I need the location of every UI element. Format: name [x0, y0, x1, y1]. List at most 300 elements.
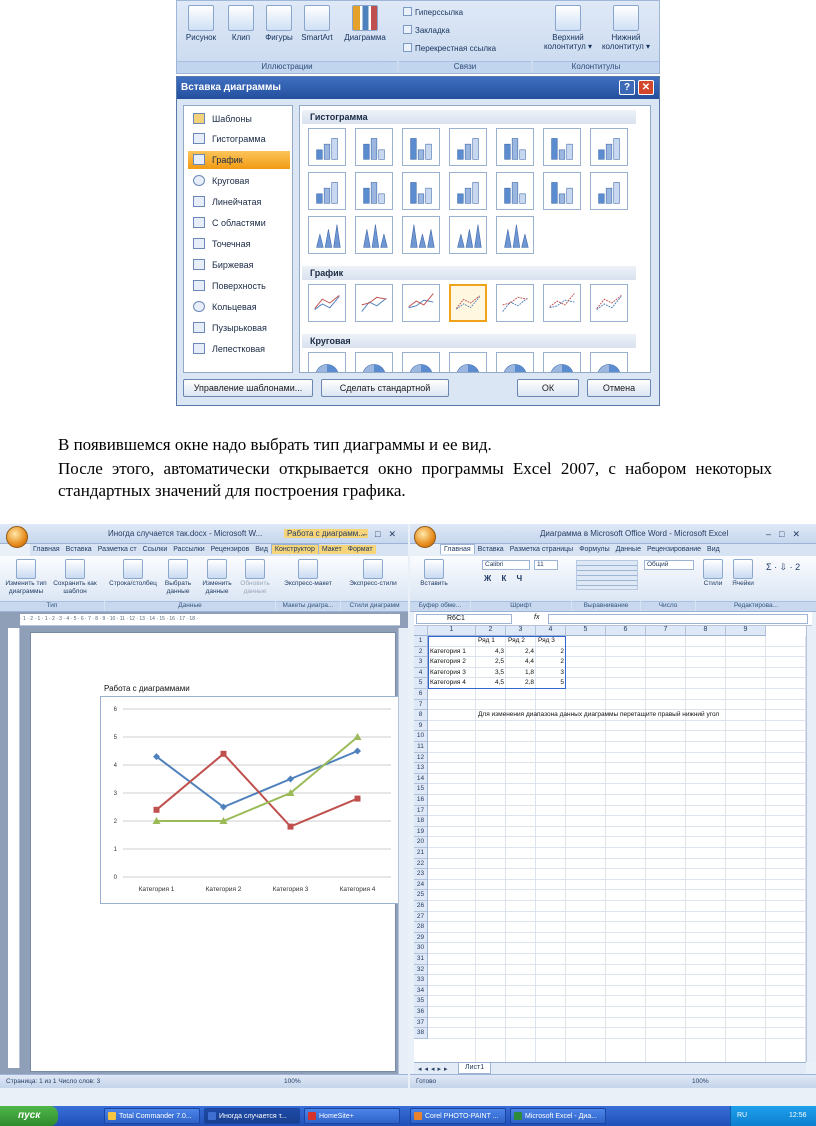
- manage-templates-button[interactable]: Управление шаблонами...: [183, 379, 313, 397]
- word-tab-mailings[interactable]: Рассылки: [173, 546, 205, 553]
- data-range-outline[interactable]: [428, 636, 566, 689]
- x-tick-label: Категория 1: [138, 886, 175, 893]
- excel-tab-review[interactable]: Рецензирование: [646, 546, 702, 553]
- row-header[interactable]: 30: [414, 943, 428, 954]
- row-header[interactable]: 17: [414, 806, 428, 817]
- word-window-controls[interactable]: –□✕: [362, 529, 404, 539]
- cancel-button[interactable]: Отмена: [587, 379, 651, 397]
- excel-worksheet[interactable]: [414, 626, 806, 1062]
- homesite-icon: [308, 1112, 316, 1120]
- column-subtype-6[interactable]: [543, 128, 581, 166]
- quick-styles-icon: [363, 559, 383, 579]
- ok-button[interactable]: ОК: [517, 379, 579, 397]
- chart-category-list: [183, 105, 293, 373]
- section-column: Гистограмма: [302, 110, 636, 124]
- row-header[interactable]: 27: [414, 912, 428, 923]
- illustrations-group-label: Иллюстрации: [177, 61, 397, 73]
- picture-icon: [188, 5, 214, 31]
- font-name-box[interactable]: Calibri: [482, 560, 530, 570]
- paste-button[interactable]: Вставить: [414, 559, 454, 588]
- headers-group-label: Колонтитулы: [533, 61, 659, 73]
- grid-line: [428, 826, 806, 827]
- column-header[interactable]: 7: [646, 626, 686, 636]
- column-subtype-5[interactable]: [496, 172, 534, 210]
- grid-line: [765, 636, 766, 1062]
- excel-tab-page-layout[interactable]: Разметка страницы: [509, 546, 574, 553]
- category-templates[interactable]: Шаблоны: [188, 110, 290, 128]
- line-subtype-4[interactable]: [449, 284, 487, 322]
- close-button[interactable]: ✕: [638, 80, 654, 95]
- column-header[interactable]: 1: [428, 626, 476, 636]
- table-header-cell[interactable]: Ряд 3: [538, 637, 555, 644]
- dialog-title-bar: [177, 77, 659, 99]
- excel-sheet-tabs: [414, 1062, 806, 1074]
- word-status-bar: [0, 1074, 408, 1088]
- category-bubble[interactable]: Пузырьковая: [188, 319, 290, 337]
- word-vertical-scrollbar[interactable]: [398, 628, 408, 1074]
- office-button-word[interactable]: [6, 526, 28, 548]
- grid-line: [428, 752, 806, 753]
- category-radar[interactable]: Лепестковая: [188, 340, 290, 358]
- grid-line: [428, 868, 806, 869]
- word-tab-insert[interactable]: Вставка: [65, 546, 92, 553]
- word-tab-layout[interactable]: Разметка ст: [97, 546, 137, 553]
- corel-icon: [414, 1112, 422, 1120]
- pie-subtype-3[interactable]: [402, 352, 440, 373]
- row-header[interactable]: 26: [414, 901, 428, 912]
- row-header[interactable]: 11: [414, 742, 428, 753]
- y-tick-label: 5: [113, 735, 117, 741]
- name-box[interactable]: R6C1: [416, 614, 512, 624]
- table-cell[interactable]: Категория 4: [430, 679, 466, 687]
- x-tick-label: Категория 2: [205, 886, 242, 893]
- table-cell[interactable]: 1,8: [524, 668, 534, 676]
- excel-tab-formulas[interactable]: Формулы: [579, 546, 610, 553]
- grid-line: [428, 730, 806, 731]
- select-data-button[interactable]: Выбрать данные: [160, 559, 196, 596]
- row-header[interactable]: 9: [414, 721, 428, 732]
- category-area[interactable]: С областями: [188, 214, 290, 232]
- grid-line: [428, 1038, 806, 1039]
- excel-tabs: [440, 544, 816, 556]
- cone-subtype-1[interactable]: [308, 216, 346, 254]
- number-format-box[interactable]: Общий: [644, 560, 694, 570]
- column-subtype-3[interactable]: [402, 128, 440, 166]
- grid-line: [428, 985, 806, 986]
- area-chart-icon: [193, 217, 205, 228]
- column-subtype-1[interactable]: [308, 172, 346, 210]
- help-button[interactable]: ?: [619, 80, 635, 95]
- word-tab-view[interactable]: Вид: [255, 546, 268, 553]
- row-header[interactable]: 33: [414, 975, 428, 986]
- grid-line: [428, 1006, 806, 1007]
- category-pie[interactable]: Круговая: [188, 172, 290, 190]
- clipart-icon: [228, 5, 254, 31]
- range-hint-text: Для изменения диапазона данных диаграммы перетащите правый нижний угол: [478, 711, 720, 719]
- excel-ribbon: [410, 556, 816, 612]
- line-subtype-3[interactable]: [402, 284, 440, 322]
- row-header[interactable]: 2: [414, 647, 428, 658]
- vertical-ruler: [8, 628, 20, 1068]
- line-chart-icon: [193, 154, 205, 165]
- word-zoom-level[interactable]: 100%: [284, 1078, 301, 1085]
- chart-button[interactable]: Диаграмма: [339, 5, 391, 42]
- pie-subtype-2[interactable]: [355, 352, 393, 373]
- column-subtype-1[interactable]: [308, 128, 346, 166]
- row-header[interactable]: 22: [414, 859, 428, 870]
- pie-subtype-1[interactable]: [308, 352, 346, 373]
- windows-taskbar: [0, 1106, 816, 1126]
- footer-button[interactable]: Нижний колонтитул ▾: [597, 5, 655, 51]
- pie-subtype-4[interactable]: [449, 352, 487, 373]
- excel-title-bar: [410, 524, 816, 544]
- word-title-bar: [0, 524, 408, 544]
- select-data-icon: [168, 559, 188, 579]
- row-header[interactable]: 23: [414, 869, 428, 880]
- task-total-commander[interactable]: Total Commander 7.0...: [104, 1108, 200, 1124]
- stock-chart-icon: [193, 259, 205, 270]
- table-cell[interactable]: Категория 3: [430, 668, 466, 676]
- hyperlink-button[interactable]: Гиперссылка: [403, 7, 463, 17]
- excel-tab-home[interactable]: Главная: [440, 544, 475, 554]
- category-surface[interactable]: Поверхность: [188, 277, 290, 295]
- task-excel[interactable]: Microsoft Excel - Диа...: [510, 1108, 606, 1124]
- row-header[interactable]: 6: [414, 689, 428, 700]
- grid-line: [428, 699, 806, 700]
- grid-line: [428, 921, 806, 922]
- table-cell[interactable]: 4,5: [494, 679, 504, 687]
- data-point: [221, 751, 227, 757]
- column-subtype-7[interactable]: [590, 172, 628, 210]
- row-header[interactable]: 29: [414, 933, 428, 944]
- column-header[interactable]: 2: [476, 626, 506, 636]
- section-line: График: [302, 266, 636, 280]
- grid-line: [428, 805, 806, 806]
- column-subtype-3[interactable]: [402, 172, 440, 210]
- series-line-1: [157, 751, 358, 807]
- row-header[interactable]: 25: [414, 890, 428, 901]
- row-header[interactable]: 4: [414, 668, 428, 679]
- folder-icon: [193, 113, 205, 124]
- x-tick-label: Категория 3: [272, 886, 309, 893]
- switch-row-column-button[interactable]: Строка/столбец: [108, 559, 158, 588]
- office-button-excel[interactable]: [414, 526, 436, 548]
- excel-tab-insert[interactable]: Вставка: [477, 546, 504, 553]
- row-header[interactable]: 1: [414, 636, 428, 647]
- row-header[interactable]: 36: [414, 1007, 428, 1018]
- row-header[interactable]: 20: [414, 837, 428, 848]
- row-header[interactable]: 35: [414, 996, 428, 1007]
- data-point: [354, 733, 362, 740]
- column-header[interactable]: 6: [606, 626, 646, 636]
- category-column[interactable]: Гистограмма: [188, 130, 290, 148]
- grid-line: [428, 858, 806, 859]
- total-commander-icon: [108, 1112, 116, 1120]
- task-corel[interactable]: Corel PHOTO-PAINT ...: [410, 1108, 506, 1124]
- row-header[interactable]: 32: [414, 965, 428, 976]
- row-header[interactable]: 21: [414, 848, 428, 859]
- cone-subtype-4[interactable]: [449, 216, 487, 254]
- word-tab-design[interactable]: Конструктор: [271, 544, 319, 554]
- excel-window-controls[interactable]: –□✕: [766, 529, 808, 539]
- column-header[interactable]: 5: [566, 626, 606, 636]
- cells-button[interactable]: Ячейки: [728, 559, 758, 588]
- row-header[interactable]: 7: [414, 700, 428, 711]
- category-doughnut[interactable]: Кольцевая: [188, 298, 290, 316]
- pie-chart-icon: [193, 175, 205, 186]
- pie-subtype-5[interactable]: [496, 352, 534, 373]
- column-header[interactable]: 3: [506, 626, 536, 636]
- smartart-icon: [304, 5, 330, 31]
- column-subtype-4[interactable]: [449, 128, 487, 166]
- system-tray: [730, 1106, 816, 1126]
- switch-row-column-icon: [123, 559, 143, 579]
- excel-formula-bar: [414, 612, 812, 626]
- insert-ribbon: [176, 0, 660, 74]
- task-word[interactable]: Иногда случается т...: [204, 1108, 300, 1124]
- x-tick-label: Категория 4: [339, 886, 376, 893]
- change-chart-type-button[interactable]: Изменить тип диаграммы: [4, 559, 48, 596]
- row-header[interactable]: 10: [414, 731, 428, 742]
- row-header[interactable]: 8: [414, 710, 428, 721]
- chart-type-icon: [16, 559, 36, 579]
- scatter-chart-icon: [193, 238, 205, 249]
- clip-button[interactable]: Клип: [221, 5, 261, 42]
- row-header[interactable]: 24: [414, 880, 428, 891]
- bookmark-icon: [403, 25, 412, 34]
- smartart-button[interactable]: SmartArt: [297, 5, 337, 42]
- category-stock[interactable]: Биржевая: [188, 256, 290, 274]
- y-tick-label: 6: [113, 707, 117, 713]
- excel-tab-view[interactable]: Вид: [707, 546, 720, 553]
- fx-icon[interactable]: fx: [534, 614, 540, 621]
- cone-subtype-3[interactable]: [402, 216, 440, 254]
- word-group-styles: Стили диаграмм: [341, 601, 408, 611]
- column-header[interactable]: 8: [686, 626, 726, 636]
- grid-line: [428, 741, 806, 742]
- row-header[interactable]: 18: [414, 816, 428, 827]
- row-header[interactable]: 28: [414, 922, 428, 933]
- y-tick-label: 4: [113, 763, 117, 769]
- grid-line: [428, 762, 806, 763]
- row-header[interactable]: 14: [414, 774, 428, 785]
- word-tab-references[interactable]: Ссылки: [142, 546, 168, 553]
- chart-icon: [352, 5, 378, 31]
- insert-chart-dialog: [176, 76, 660, 406]
- set-default-button[interactable]: Сделать стандартной: [321, 379, 449, 397]
- category-scatter[interactable]: Точечная: [188, 235, 290, 253]
- grid-line: [475, 636, 476, 1062]
- data-point: [288, 824, 294, 830]
- shapes-button[interactable]: Фигуры: [259, 5, 299, 42]
- word-ribbon: [0, 556, 408, 612]
- styles-button[interactable]: Стили: [700, 559, 726, 588]
- row-header[interactable]: 12: [414, 753, 428, 764]
- word-tab-format[interactable]: Формат: [345, 545, 376, 554]
- row-header[interactable]: 34: [414, 986, 428, 997]
- table-cell[interactable]: 2,4: [524, 647, 534, 655]
- grid-line: [428, 953, 806, 954]
- grid-line: [605, 636, 606, 1062]
- y-tick-label: 2: [113, 819, 117, 825]
- table-cell[interactable]: 5: [560, 679, 564, 687]
- column-subtype-5[interactable]: [496, 128, 534, 166]
- clock: 12:56: [789, 1112, 807, 1119]
- grid-line: [428, 964, 806, 965]
- embedded-chart[interactable]: [100, 696, 402, 904]
- table-cell[interactable]: 2: [560, 658, 564, 666]
- grid-line: [428, 900, 806, 901]
- grid-line: [535, 636, 536, 1062]
- sheet-nav-arrows[interactable]: ◂◂◂▸▸: [418, 1066, 451, 1073]
- y-tick-label: 3: [113, 791, 117, 797]
- table-cell[interactable]: 2: [560, 647, 564, 655]
- grid-line: [428, 836, 806, 837]
- pie-subtype-7[interactable]: [590, 352, 628, 373]
- word-tab-review[interactable]: Рецензиров: [210, 546, 250, 553]
- bookmark-button[interactable]: Закладка: [403, 25, 450, 35]
- excel-group-alignment: Выравнивание: [572, 601, 640, 611]
- grid-line: [725, 636, 726, 1062]
- table-header-cell[interactable]: Ряд 1: [478, 637, 495, 644]
- cross-reference-button[interactable]: Перекрестная ссылка: [403, 43, 496, 53]
- category-line[interactable]: График: [188, 151, 290, 169]
- language-indicator[interactable]: RU: [737, 1112, 748, 1119]
- excel-zoom-level[interactable]: 100%: [692, 1078, 709, 1085]
- line-subtype-1[interactable]: [308, 284, 346, 322]
- save-template-icon: [65, 559, 85, 579]
- grid-line: [428, 911, 806, 912]
- word-tab-chart-layout[interactable]: Макет: [319, 545, 345, 554]
- row-header[interactable]: 15: [414, 784, 428, 795]
- column-subtype-6[interactable]: [543, 172, 581, 210]
- chart-subtype-gallery: [299, 105, 651, 373]
- table-cell[interactable]: Категория 1: [430, 647, 466, 655]
- line-subtype-2[interactable]: [355, 284, 393, 322]
- start-button[interactable]: пуск: [0, 1106, 58, 1126]
- picture-button[interactable]: Рисунок: [181, 5, 221, 42]
- grid-line: [505, 636, 506, 1062]
- grid-line: [428, 794, 806, 795]
- excel-group-clipboard: Буфер обме...: [410, 601, 470, 611]
- bar-chart-icon: [193, 196, 205, 207]
- alignment-buttons[interactable]: [576, 560, 638, 590]
- formula-input[interactable]: [548, 614, 808, 624]
- grid-line: [565, 636, 566, 1062]
- column-header[interactable]: 9: [726, 626, 766, 636]
- horizontal-ruler: · 1 · 2 · 1 · 1 · 2 · 3 · 4 · 5 · 6 · 7 · 8 · 9 · 10 · 11 · 12 · 13 · 14 · 15 · 16 · 17 · 18 ·: [20, 614, 400, 626]
- word-group-type: Тип: [0, 601, 104, 611]
- select-all-corner[interactable]: [414, 626, 428, 636]
- grid-line: [428, 995, 806, 996]
- row-header[interactable]: 37: [414, 1018, 428, 1029]
- grid-line: [428, 847, 806, 848]
- excel-icon: [514, 1112, 522, 1120]
- data-point: [154, 807, 160, 813]
- cone-subtype-5[interactable]: [496, 216, 534, 254]
- font-size-box[interactable]: 11: [534, 560, 558, 570]
- row-header[interactable]: 31: [414, 954, 428, 965]
- row-header[interactable]: 19: [414, 827, 428, 838]
- column-header[interactable]: 4: [536, 626, 566, 636]
- row-header[interactable]: 16: [414, 795, 428, 806]
- data-point: [355, 796, 361, 802]
- links-group-label: Связи: [399, 61, 531, 73]
- table-cell[interactable]: 3,5: [494, 668, 504, 676]
- hyperlink-icon: [403, 7, 412, 16]
- category-bar[interactable]: Линейчатая: [188, 193, 290, 211]
- line-subtype-7[interactable]: [590, 284, 628, 322]
- column-subtype-2[interactable]: [355, 172, 393, 210]
- edit-data-icon: [207, 559, 227, 579]
- sheet-tab-list1[interactable]: Лист1: [458, 1063, 491, 1074]
- excel-group-font: Шрифт: [471, 601, 571, 611]
- grid-line: [428, 942, 806, 943]
- header-button[interactable]: Верхний колонтитул ▾: [541, 5, 595, 51]
- cone-subtype-2[interactable]: [355, 216, 393, 254]
- excel-group-editing: Редактирова...: [696, 601, 816, 611]
- table-cell[interactable]: 3: [560, 668, 564, 676]
- quick-layout-icon: [298, 559, 318, 579]
- word-group-data: Данные: [105, 601, 275, 611]
- pie-subtype-6[interactable]: [543, 352, 581, 373]
- line-subtype-5[interactable]: [496, 284, 534, 322]
- grid-line: [428, 879, 806, 880]
- chart-title: Работа с диаграммами: [104, 684, 190, 693]
- font-format-buttons[interactable]: Ж К Ч: [484, 574, 527, 583]
- row-header[interactable]: 38: [414, 1028, 428, 1039]
- grid-line: [428, 932, 806, 933]
- table-header-cell[interactable]: Ряд 2: [508, 637, 525, 644]
- row-header[interactable]: 5: [414, 678, 428, 689]
- table-cell[interactable]: 4,3: [494, 647, 504, 655]
- y-tick-label: 0: [113, 875, 117, 881]
- refresh-data-button[interactable]: Обновить данные: [238, 559, 272, 596]
- quick-layout-button[interactable]: Экспресс-макет: [280, 559, 336, 588]
- sum-icon[interactable]: Σ · ⇩ · 2: [766, 562, 801, 572]
- word-status-text: Страница: 1 из 1 Число слов: 3: [6, 1078, 101, 1085]
- grid-line: [428, 1027, 806, 1028]
- grid-line: [428, 773, 806, 774]
- grid-line: [428, 783, 806, 784]
- word-title: Иногда случается так.docx - Microsoft W...: [108, 529, 263, 538]
- word-icon: [208, 1112, 216, 1120]
- column-subtype-7[interactable]: [590, 128, 628, 166]
- excel-tab-data[interactable]: Данные: [615, 546, 641, 553]
- task-homesite[interactable]: HomeSite+: [304, 1108, 400, 1124]
- table-cell[interactable]: Категория 2: [430, 658, 466, 666]
- line-subtype-6[interactable]: [543, 284, 581, 322]
- edit-data-button[interactable]: Изменить данные: [198, 559, 236, 596]
- save-template-button[interactable]: Сохранить как шаблон: [50, 559, 100, 596]
- row-header[interactable]: 3: [414, 657, 428, 668]
- table-cell[interactable]: 2,5: [494, 658, 504, 666]
- column-subtype-4[interactable]: [449, 172, 487, 210]
- excel-vertical-scrollbar[interactable]: [806, 626, 816, 1062]
- line-chart-svg: [101, 697, 403, 905]
- data-point: [287, 776, 294, 783]
- grid-line: [685, 636, 686, 1062]
- table-cell[interactable]: 2,8: [524, 679, 534, 687]
- word-tab-home[interactable]: Главная: [33, 546, 60, 553]
- table-cell[interactable]: 4,4: [524, 658, 534, 666]
- quick-styles-button[interactable]: Экспресс-стили: [344, 559, 402, 588]
- row-header[interactable]: 13: [414, 763, 428, 774]
- excel-group-number: Число: [641, 601, 695, 611]
- paste-icon: [424, 559, 444, 579]
- styles-icon: [703, 559, 723, 579]
- column-subtype-2[interactable]: [355, 128, 393, 166]
